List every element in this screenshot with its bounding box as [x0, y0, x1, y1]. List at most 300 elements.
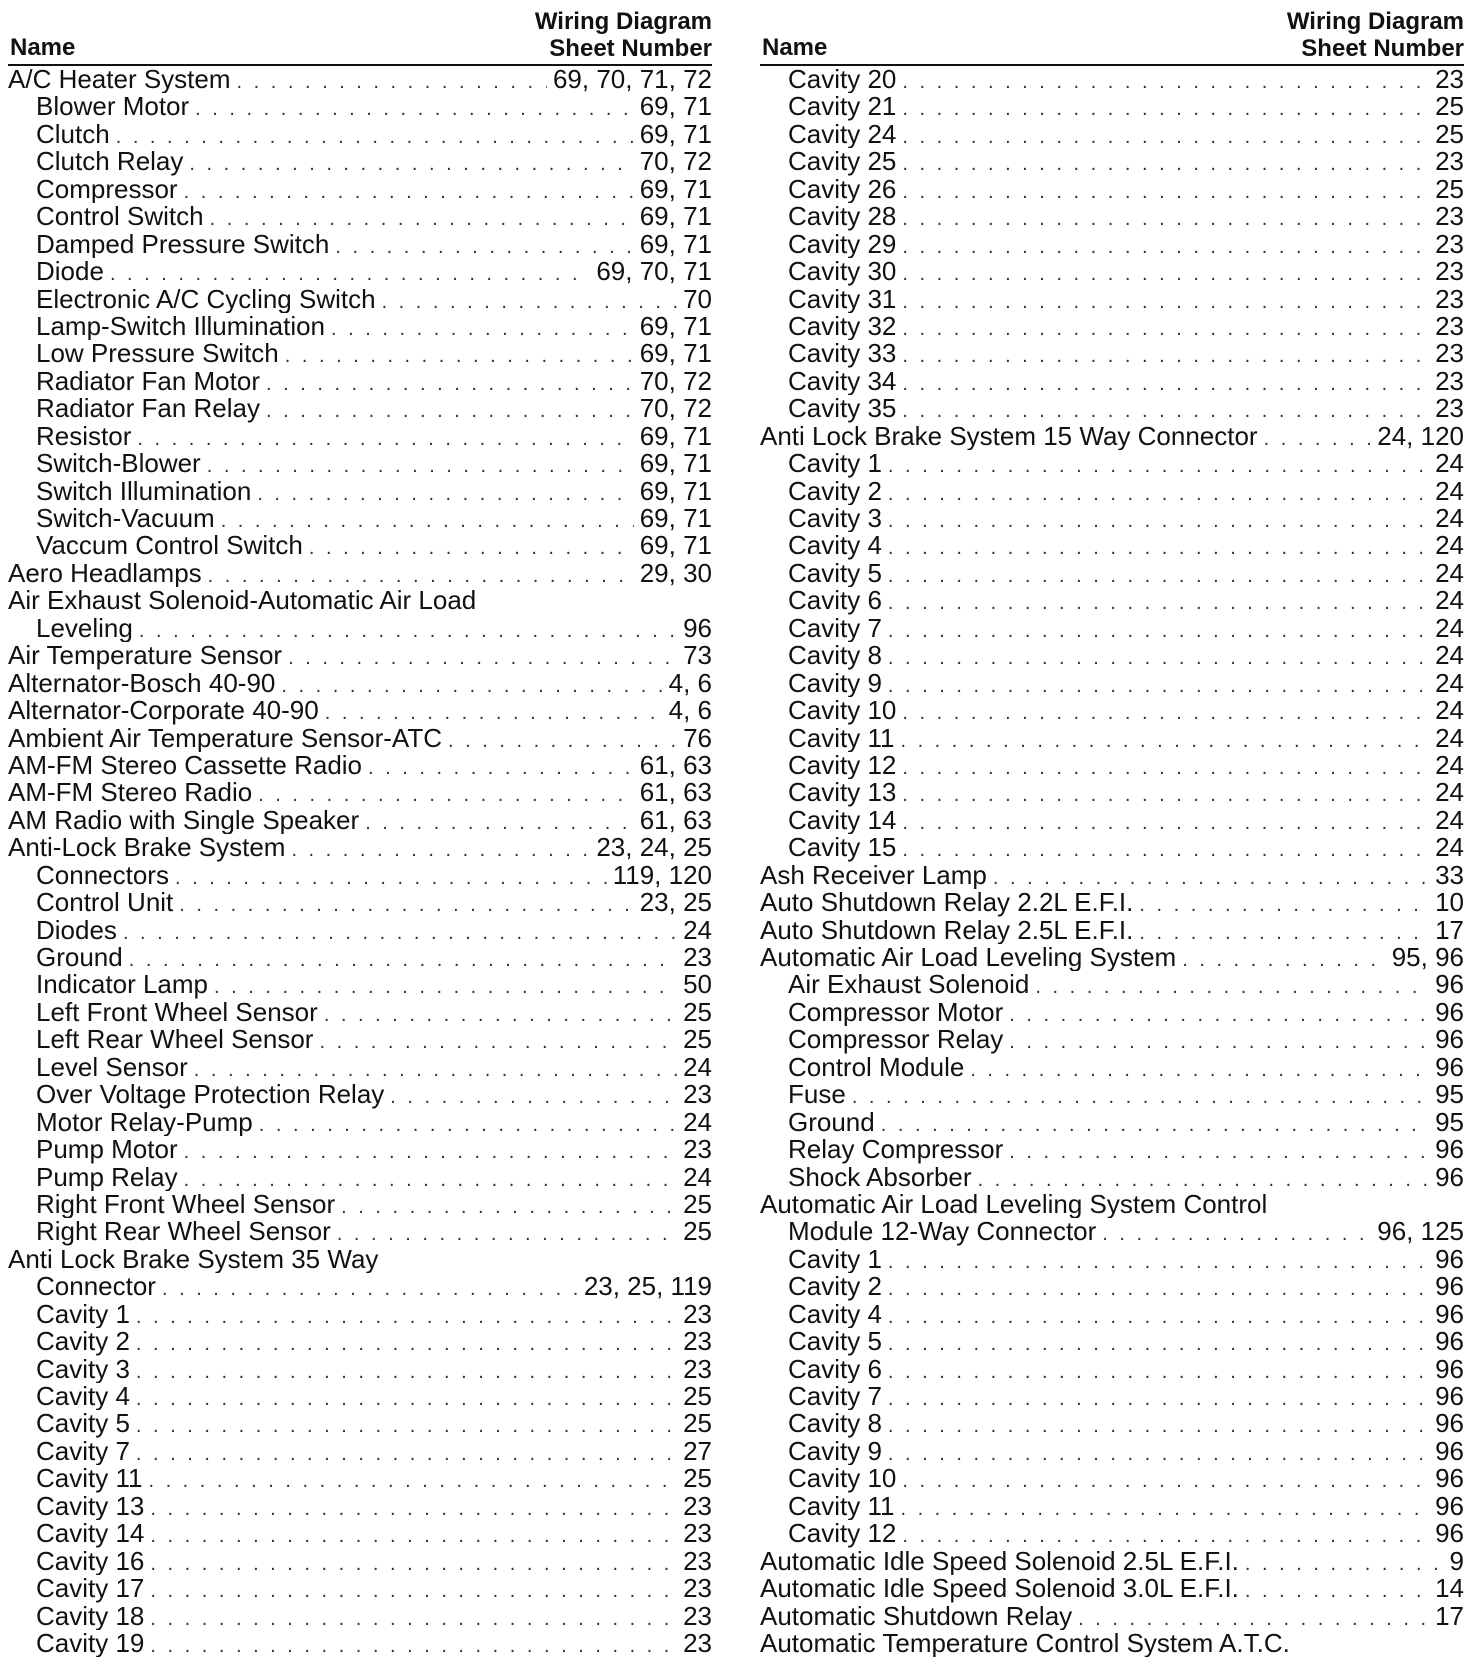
sheet-number: 25	[683, 998, 712, 1027]
index-entry	[8, 1301, 712, 1328]
index-entry	[760, 725, 1464, 752]
entry-name: Control Module	[788, 1053, 965, 1082]
entry-name: Air Exhaust Solenoid	[788, 971, 1030, 999]
dot-leader	[116, 124, 634, 148]
index-entry	[8, 1328, 712, 1355]
sheet-number: 33	[1435, 861, 1464, 890]
sheet-number: 95, 96	[1391, 944, 1464, 972]
sheet-number: 23, 25, 119	[583, 1273, 712, 1301]
sheet-number: 61, 63	[639, 806, 712, 835]
dot-leader	[1009, 1029, 1429, 1053]
entry-name: Cavity 33	[788, 340, 897, 368]
dot-leader	[258, 782, 634, 806]
dot-leader	[902, 69, 1429, 93]
index-entry	[760, 121, 1464, 148]
sheet-number: 23	[1435, 340, 1464, 368]
entry-name: Vaccum Control Switch	[36, 532, 303, 560]
index-entry	[760, 1356, 1464, 1383]
dot-leader	[150, 1633, 677, 1657]
dot-leader	[902, 289, 1429, 313]
sheet-number: 96	[683, 614, 712, 643]
index-entry	[760, 670, 1464, 697]
sheet-number: 25	[683, 1026, 712, 1054]
sheet-number: 24	[1435, 834, 1464, 862]
index-entry	[8, 1520, 712, 1547]
sheet-number: 4, 6	[668, 697, 712, 725]
entry-name: Right Front Wheel Sensor	[36, 1190, 336, 1219]
dot-leader	[902, 206, 1429, 230]
sheet-number: 24	[683, 1163, 712, 1191]
index-entry	[760, 615, 1464, 642]
entry-name: Cavity 16	[36, 1547, 145, 1576]
index-entry	[8, 231, 712, 258]
sheet-number: 96	[1435, 1410, 1464, 1438]
entry-name: Cavity 2	[788, 477, 882, 505]
dot-leader	[129, 947, 677, 971]
index-entry	[8, 1273, 712, 1300]
sheet-number: 76	[683, 724, 712, 752]
sheet-number: 24	[1435, 477, 1464, 505]
sheet-number: 24	[1435, 532, 1464, 560]
sheet-number: 96	[1435, 971, 1464, 999]
index-entry	[760, 971, 1464, 998]
entry-name: Cavity 12	[788, 751, 897, 780]
index-entry	[760, 1191, 1464, 1218]
index-entry	[760, 258, 1464, 285]
dot-leader	[888, 1331, 1429, 1355]
sheet-number: 69, 70, 71	[596, 258, 712, 286]
index-entry	[8, 971, 712, 998]
index-entry	[760, 1383, 1464, 1410]
sheet-header-line2: Sheet Number	[1301, 35, 1464, 62]
entry-name: Diodes	[36, 916, 117, 944]
dot-leader	[888, 481, 1429, 505]
sheet-number: 23	[1435, 230, 1464, 259]
entry-name: Cavity 35	[788, 395, 897, 423]
sheet-number: 23	[683, 1328, 712, 1356]
sheet-number: 23, 25	[639, 889, 712, 917]
dot-leader	[365, 810, 634, 834]
index-column-left	[8, 6, 712, 1657]
entry-name: Ambient Air Temperature Sensor-ATC	[8, 724, 442, 752]
entry-name: Cavity 12	[788, 1520, 897, 1548]
entry-name: Control Switch	[36, 203, 204, 231]
entry-name: Compressor Motor	[788, 998, 1004, 1027]
dot-leader	[189, 151, 633, 175]
dot-leader	[902, 837, 1429, 861]
index-entry	[760, 999, 1464, 1026]
entry-name: Radiator Fan Relay	[36, 395, 260, 423]
index-entry	[8, 862, 712, 889]
index-entry	[8, 1548, 712, 1575]
dot-leader	[110, 261, 590, 285]
entry-name: A/C Heater System	[8, 66, 231, 94]
dot-leader	[150, 1496, 677, 1520]
name-header: Name	[762, 34, 828, 61]
index-entry	[760, 862, 1464, 889]
sheet-number: 25	[683, 1190, 712, 1219]
entry-name: Cavity 32	[788, 312, 897, 341]
sheet-number: 23	[683, 1355, 712, 1383]
index-entry	[8, 1410, 712, 1437]
index-entry	[8, 560, 712, 587]
dot-leader	[1245, 1551, 1444, 1575]
sheet-number: 69, 71	[639, 120, 712, 149]
sheet-number: 70, 72	[639, 395, 712, 423]
dot-leader	[281, 673, 662, 697]
dot-leader	[1102, 1221, 1371, 1245]
index-entry	[760, 697, 1464, 724]
dot-leader	[888, 590, 1429, 614]
sheet-number: 96	[1435, 1026, 1464, 1054]
sheet-number: 61, 63	[639, 779, 712, 807]
index-entry	[760, 1081, 1464, 1108]
entry-name: Shock Absorber	[788, 1163, 972, 1191]
index-entry	[8, 148, 712, 175]
entry-name: Connectors	[36, 861, 169, 890]
entry-name: Cavity 10	[788, 697, 897, 725]
dot-leader	[1035, 974, 1429, 998]
entry-name: Automatic Air Load Leveling System	[760, 944, 1177, 972]
sheet-number: 23	[1435, 203, 1464, 231]
dot-leader	[902, 179, 1429, 203]
index-entry	[8, 93, 712, 120]
name-header: Name	[10, 34, 76, 61]
index-entry	[760, 340, 1464, 367]
dot-leader	[184, 1167, 677, 1191]
dot-leader	[175, 865, 607, 889]
index-entry	[760, 807, 1464, 834]
sheet-number: 96	[1435, 1465, 1464, 1493]
index-entry	[8, 1383, 712, 1410]
sheet-number: 25	[1435, 175, 1464, 204]
entry-name: Alternator-Corporate 40-90	[8, 697, 319, 725]
dot-leader	[319, 1029, 677, 1053]
index-entry	[760, 1328, 1464, 1355]
index-entry	[760, 917, 1464, 944]
sheet-number: 23	[683, 1300, 712, 1329]
sheet-number: 23	[1435, 285, 1464, 313]
index-entry	[8, 1164, 712, 1191]
sheet-number: 69, 70, 71, 72	[552, 66, 712, 94]
index-entry	[760, 423, 1464, 450]
dot-leader	[331, 316, 634, 340]
dot-leader	[285, 343, 634, 367]
dot-leader	[970, 1057, 1429, 1081]
index-entry	[760, 478, 1464, 505]
dot-leader	[902, 124, 1429, 148]
index-entry	[760, 286, 1464, 313]
dot-leader	[221, 508, 634, 532]
sheet-number: 96	[1435, 1383, 1464, 1411]
index-entry	[8, 889, 712, 916]
sheet-number: 69, 71	[639, 230, 712, 259]
dot-leader	[137, 426, 633, 450]
entry-name: Cavity 9	[788, 1437, 882, 1466]
sheet-number: 24, 120	[1377, 422, 1464, 451]
entry-name: Air Exhaust Solenoid-Automatic Air Load	[8, 587, 477, 615]
index-entry	[8, 1191, 712, 1218]
entry-name: Level Sensor	[36, 1053, 188, 1082]
column-header	[760, 6, 1464, 66]
entry-name: Cavity 30	[788, 258, 897, 286]
entry-name: Left Rear Wheel Sensor	[36, 1026, 314, 1054]
sheet-number: 96, 125	[1377, 1218, 1464, 1246]
entry-name: Alternator-Bosch 40-90	[8, 669, 276, 698]
sheet-number: 69, 71	[639, 532, 712, 560]
entry-name: Anti Lock Brake System 35 Way	[8, 1245, 379, 1274]
dot-leader	[150, 1578, 677, 1602]
dot-leader	[136, 1413, 677, 1437]
entry-name: Module 12-Way Connector	[788, 1218, 1097, 1246]
sheet-number: 25	[1435, 120, 1464, 149]
dot-leader	[148, 1468, 677, 1492]
sheet-number: 24	[683, 916, 712, 944]
entry-name: Auto Shutdown Relay 2.5L E.F.I.	[760, 916, 1134, 944]
index-entry	[8, 423, 712, 450]
sheet-number: 96	[1435, 1136, 1464, 1164]
index-entry	[8, 615, 712, 642]
entry-name: Damped Pressure Switch	[36, 230, 330, 259]
entry-name: Cavity 7	[788, 1383, 882, 1411]
entry-name: Cavity 6	[788, 587, 882, 615]
entry-name: Cavity 13	[788, 779, 897, 807]
entry-name: Lamp-Switch Illumination	[36, 312, 326, 341]
index-entry	[8, 1603, 712, 1630]
dot-leader	[902, 755, 1429, 779]
dot-leader	[291, 837, 590, 861]
entry-name: Ground	[36, 944, 123, 972]
entry-name: Switch-Vacuum	[36, 505, 215, 533]
dot-leader	[881, 1112, 1429, 1136]
entry-name: Cavity 15	[788, 834, 897, 862]
dot-leader	[993, 865, 1429, 889]
index-entry	[760, 1520, 1464, 1547]
sheet-number: 24	[1435, 669, 1464, 698]
index-entry	[760, 1109, 1464, 1136]
index-entry	[760, 1630, 1464, 1657]
index-entry	[760, 752, 1464, 779]
entry-name: Cavity 28	[788, 203, 897, 231]
index-entry	[8, 1465, 712, 1492]
index-entry	[760, 1273, 1464, 1300]
index-entry	[8, 697, 712, 724]
dot-leader	[136, 1441, 677, 1465]
sheet-number: 23	[1435, 395, 1464, 423]
entry-name: Cavity 4	[36, 1383, 130, 1411]
index-entry	[8, 1026, 712, 1053]
sheet-number: 24	[1435, 614, 1464, 643]
entry-name: Cavity 24	[788, 120, 897, 149]
dot-leader	[179, 892, 633, 916]
dot-leader	[888, 1276, 1429, 1300]
sheet-number: 25	[683, 1383, 712, 1411]
entry-name: AM-FM Stereo Cassette Radio	[8, 751, 363, 780]
entry-name: Diode	[36, 258, 104, 286]
dot-leader	[902, 1468, 1429, 1492]
sheet-number: 17	[1435, 916, 1464, 944]
index-entry	[8, 532, 712, 559]
sheet-number: 96	[1435, 1300, 1464, 1329]
index-list-left	[8, 66, 712, 1657]
dot-leader	[123, 920, 677, 944]
index-list-right	[760, 66, 1464, 1657]
entry-name: Cavity 8	[788, 642, 882, 670]
index-entry	[8, 1493, 712, 1520]
entry-name: Fuse	[788, 1081, 846, 1109]
entry-name: Low Pressure Switch	[36, 340, 279, 368]
sheet-number: 23	[683, 1520, 712, 1548]
dot-leader	[1078, 1606, 1429, 1630]
entry-name: Cavity 1	[36, 1300, 130, 1329]
sheet-number: 23	[683, 1602, 712, 1630]
sheet-number: 23	[1435, 367, 1464, 396]
dot-leader	[208, 563, 634, 587]
index-entry	[8, 944, 712, 971]
index-entry	[8, 670, 712, 697]
entry-name: Ground	[788, 1108, 875, 1137]
index-entry	[760, 587, 1464, 614]
entry-name: Control Unit	[36, 889, 174, 917]
entry-name: Compressor	[36, 175, 178, 204]
index-entry	[760, 148, 1464, 175]
index-entry	[8, 587, 712, 614]
entry-name: Switch Illumination	[36, 477, 252, 505]
entry-name: Cavity 17	[36, 1575, 145, 1603]
sheet-number: 96	[1435, 1245, 1464, 1274]
index-entry	[760, 1438, 1464, 1465]
index-entry	[760, 1603, 1464, 1630]
dot-leader	[888, 1249, 1429, 1273]
sheet-number: 69, 71	[639, 203, 712, 231]
dot-leader	[888, 1304, 1429, 1328]
dot-leader	[266, 371, 634, 395]
dot-leader	[337, 1221, 677, 1245]
sheet-number: 23	[1435, 258, 1464, 286]
dot-leader	[382, 289, 678, 313]
index-entry	[8, 834, 712, 861]
entry-name: Left Front Wheel Sensor	[36, 998, 318, 1027]
sheet-header-line2: Sheet Number	[549, 35, 712, 62]
dot-leader	[136, 1386, 677, 1410]
entry-name: Cavity 20	[788, 66, 897, 94]
entry-name: Cavity 29	[788, 230, 897, 259]
entry-name: Cavity 4	[788, 532, 882, 560]
sheet-number: 96	[1435, 1328, 1464, 1356]
entry-name: Cavity 18	[36, 1602, 145, 1630]
index-column-right	[760, 6, 1464, 1657]
sheet-number-header	[535, 8, 712, 62]
entry-name: Cavity 2	[788, 1273, 882, 1301]
dot-leader	[888, 508, 1429, 532]
sheet-number: 69, 71	[639, 93, 712, 121]
entry-name: Cavity 9	[788, 669, 882, 698]
sheet-number: 119, 120	[612, 861, 712, 890]
sheet-number: 96	[1435, 1492, 1464, 1521]
dot-leader	[1264, 426, 1372, 450]
sheet-number: 24	[1435, 806, 1464, 835]
sheet-number: 24	[1435, 642, 1464, 670]
entry-name: Cavity 5	[36, 1410, 130, 1438]
dot-leader	[902, 810, 1429, 834]
dot-leader	[888, 563, 1429, 587]
dot-leader	[325, 700, 663, 724]
sheet-number: 25	[683, 1218, 712, 1246]
entry-name: Cavity 14	[36, 1520, 145, 1548]
dot-leader	[390, 1084, 677, 1108]
index-entry	[8, 642, 712, 669]
sheet-number: 23	[683, 1136, 712, 1164]
entry-name: Automatic Idle Speed Solenoid 2.5L E.F.I.	[760, 1547, 1239, 1576]
dot-leader	[207, 453, 634, 477]
index-entry	[8, 1054, 712, 1081]
dot-leader	[237, 69, 547, 93]
index-entry	[760, 1465, 1464, 1492]
index-entry	[8, 313, 712, 340]
entry-name: Pump Relay	[36, 1163, 178, 1191]
sheet-number: 69, 71	[639, 340, 712, 368]
sheet-number: 70	[683, 285, 712, 313]
sheet-number: 25	[683, 1410, 712, 1438]
entry-name: Cavity 26	[788, 175, 897, 204]
sheet-number: 69, 71	[639, 450, 712, 478]
index-entry	[760, 231, 1464, 258]
dot-leader	[902, 234, 1429, 258]
dot-leader	[1139, 920, 1429, 944]
dot-leader	[150, 1523, 677, 1547]
dot-leader	[1009, 1139, 1429, 1163]
index-entry	[760, 395, 1464, 422]
index-entry	[8, 258, 712, 285]
entry-name: Switch-Blower	[36, 450, 201, 478]
index-entry	[8, 1356, 712, 1383]
index-entry	[760, 944, 1464, 971]
index-entry	[760, 1301, 1464, 1328]
entry-name: Cavity 2	[36, 1328, 130, 1356]
dot-leader	[902, 1523, 1429, 1547]
sheet-number: 96	[1435, 1053, 1464, 1082]
sheet-number: 73	[683, 642, 712, 670]
index-entry	[760, 1246, 1464, 1273]
entry-name: Radiator Fan Motor	[36, 367, 260, 396]
entry-name: Cavity 6	[788, 1355, 882, 1383]
dot-leader	[902, 316, 1429, 340]
dot-leader	[195, 96, 634, 120]
index-entry	[8, 1218, 712, 1245]
sheet-header-line1: Wiring Diagram	[1286, 8, 1464, 35]
entry-name: AM-FM Stereo Radio	[8, 779, 253, 807]
dot-leader	[902, 700, 1429, 724]
sheet-number: 23	[683, 1629, 712, 1658]
entry-name: Cavity 3	[788, 505, 882, 533]
dot-leader	[335, 234, 633, 258]
index-entry	[8, 752, 712, 779]
sheet-number: 96	[1435, 1437, 1464, 1466]
dot-leader	[136, 1331, 677, 1355]
entry-name: Cavity 5	[788, 559, 882, 588]
entry-name: Cavity 8	[788, 1410, 882, 1438]
dot-leader	[888, 1413, 1429, 1437]
sheet-number: 96	[1435, 1163, 1464, 1191]
entry-name: Cavity 21	[788, 93, 897, 121]
index-entry	[8, 779, 712, 806]
entry-name: Aero Headlamps	[8, 559, 202, 588]
entry-name: Cavity 13	[36, 1492, 145, 1521]
sheet-number: 24	[1435, 559, 1464, 588]
dot-leader	[184, 179, 634, 203]
sheet-number: 50	[683, 971, 712, 999]
index-entry	[760, 313, 1464, 340]
